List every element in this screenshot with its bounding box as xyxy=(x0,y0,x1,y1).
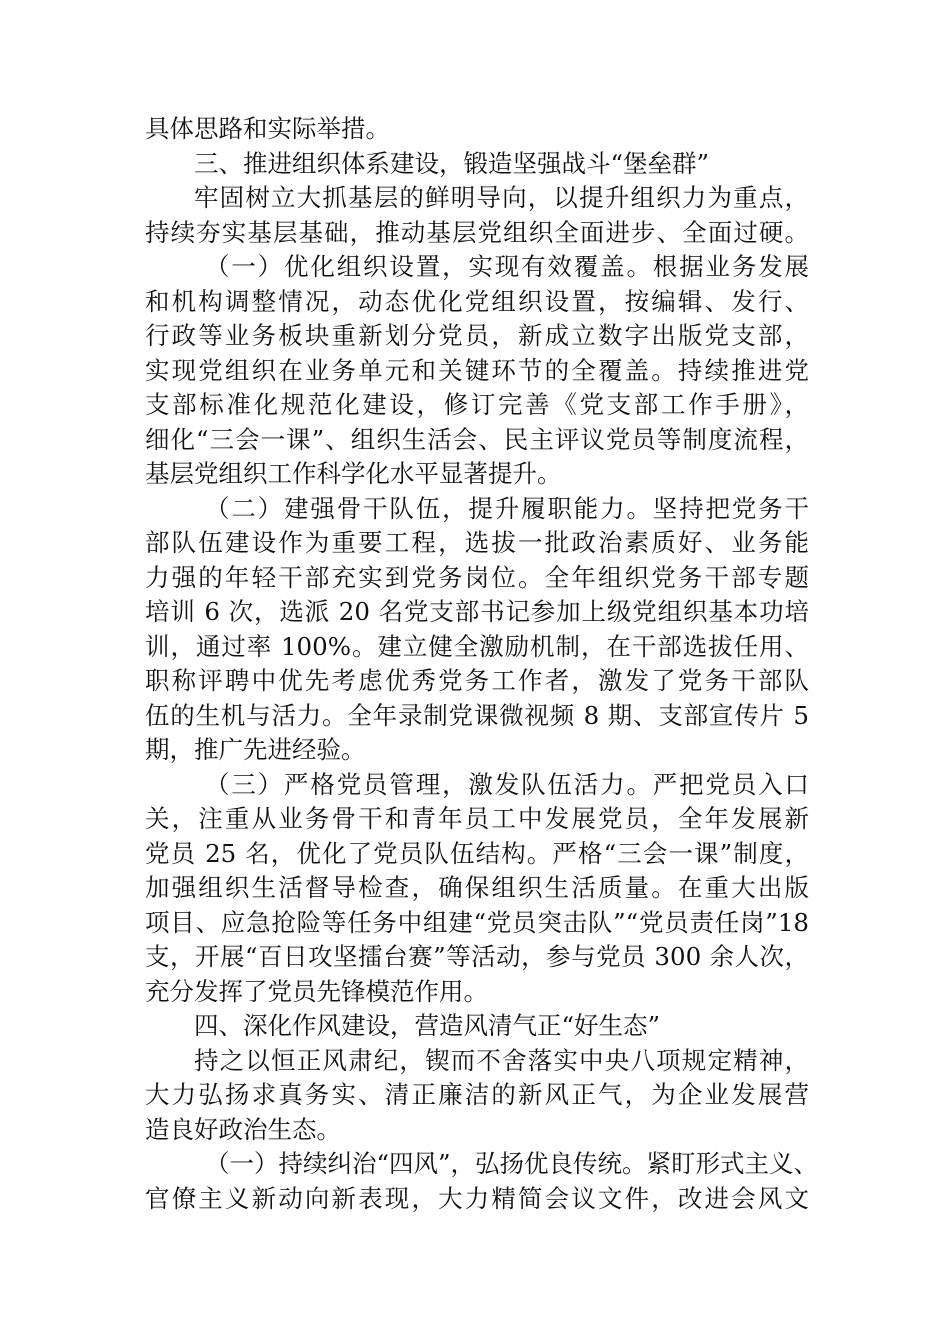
section-heading: 四、深化作风建设，营造风清气正“好生态” xyxy=(194,1011,661,1040)
text-line: 训，通过率 100%。建立健全激励机制，在干部选拔任用、 xyxy=(145,631,809,661)
text-line: 具体思路和实际举措。 xyxy=(145,114,390,143)
text-line: 实现党组织在业务单元和关键环节的全覆盖。持续推进党 xyxy=(145,355,809,385)
text-line: 培训 6 次，选派 20 名党支部书记参加上级党组织基本功培 xyxy=(145,597,809,626)
text-line: 部队伍建设作为重要工程，选拔一批政治素质好、业务能 xyxy=(145,528,809,557)
subsection-line: （三）严格党员管理，激发队伍活力。严把党员入口 xyxy=(205,769,809,799)
text-line: 支，开展“百日攻坚擂台赛”等活动，参与党员 300 余人次， xyxy=(145,942,809,971)
document-body xyxy=(145,112,819,1216)
text-line: 持续夯实基层基础，推动基层党组织全面进步、全面过硬。 xyxy=(145,217,809,247)
text-line: 造良好政治生态。 xyxy=(145,1114,341,1144)
text-line: 基层党组织工作科学化水平显著提升。 xyxy=(145,459,562,488)
text-line: 职称评聘中优先考虑优秀党务工作者，激发了党务干部队 xyxy=(145,666,809,695)
text-line: 项目、应急抢险等任务中组建“党员突击队”“党员责任岗”18 xyxy=(145,907,809,937)
text-line: 加强组织生活督导检查，确保组织生活质量。在重大出版 xyxy=(145,873,809,902)
subsection-line: （一）优化组织设置，实现有效覆盖。根据业务发展 xyxy=(205,252,809,281)
text-line: 党员 25 名，优化了党员队伍结构。严格“三会一课”制度， xyxy=(145,838,809,868)
subsection-line: （二）建强骨干队伍，提升履职能力。坚持把党务干 xyxy=(205,493,809,523)
text-line: 力强的年轻干部充实到党务岗位。全年组织党务干部专题 xyxy=(145,562,809,592)
text-line: 大力弘扬求真务实、清正廉洁的新风正气，为企业发展营 xyxy=(145,1080,809,1109)
text-line: 和机构调整情况，动态优化党组织设置，按编辑、发行、 xyxy=(145,286,809,316)
text-line: 持之以恒正风肃纪，锲而不舍落实中央八项规定精神， xyxy=(194,1045,809,1075)
text-line: 期，推广先进经验。 xyxy=(145,735,366,764)
text-line: 行政等业务板块重新划分党员，新成立数字出版党支部， xyxy=(145,321,809,350)
section-heading: 三、推进组织体系建设，锻造坚强战斗“堡垒群” xyxy=(194,148,710,178)
subsection-line: （一）持续纠治“四风”，弘扬优良传统。紧盯形式主义、 xyxy=(205,1149,819,1178)
text-line: 伍的生机与活力。全年录制党课微视频 8 期、支部宣传片 5 xyxy=(145,700,809,730)
text-line: 细化“三会一课”、组织生活会、民主评议党员等制度流程， xyxy=(145,424,809,454)
text-line: 官僚主义新动向新表现，大力精简会议文件，改进会风文 xyxy=(145,1183,809,1213)
text-line: 支部标准化规范化建设，修订完善《党支部工作手册》， xyxy=(145,390,809,419)
text-line: 关，注重从业务骨干和青年员工中发展党员，全年发展新 xyxy=(145,804,809,833)
text-line: 充分发挥了党员先锋模范作用。 xyxy=(145,976,488,1006)
text-line: 牢固树立大抓基层的鲜明导向，以提升组织力为重点， xyxy=(194,183,809,212)
